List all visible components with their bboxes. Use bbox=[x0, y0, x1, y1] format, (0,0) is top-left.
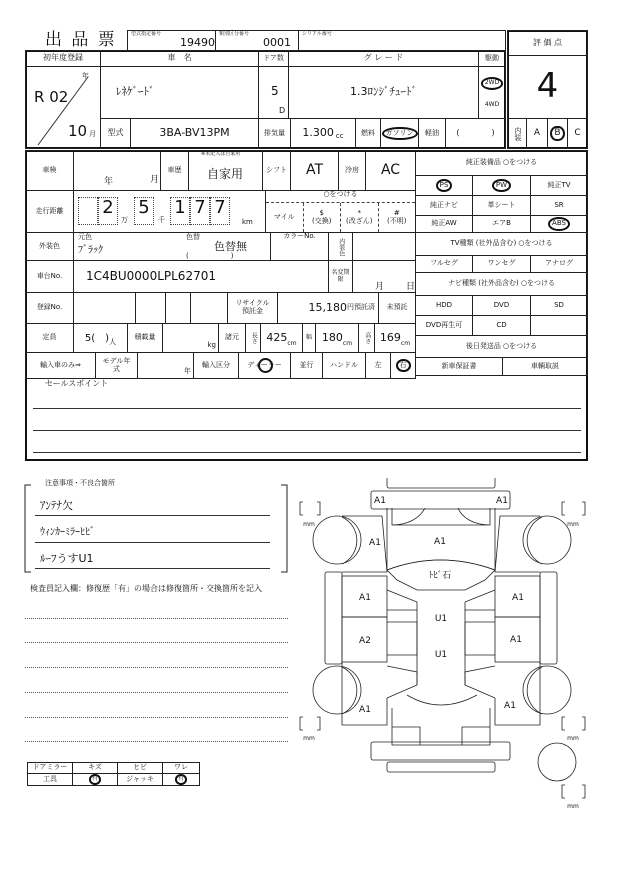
category-value: 0001 bbox=[263, 36, 291, 49]
broken-label: ワレ bbox=[162, 762, 200, 774]
grille bbox=[392, 508, 490, 525]
equip-ps bbox=[415, 175, 473, 196]
displacement-unit: cc bbox=[335, 131, 344, 140]
tv-title: TV種類 (社外品含む) ○をつける bbox=[415, 232, 588, 256]
door-mirror-label: ドアミラー bbox=[27, 762, 73, 774]
fuel-label: 燃料 bbox=[355, 118, 381, 149]
mark-mile-label: マイル bbox=[273, 212, 295, 221]
reg-box bbox=[73, 292, 136, 324]
inspector-line bbox=[25, 667, 288, 668]
reg-box bbox=[135, 292, 166, 324]
dealer-circle-mark bbox=[258, 358, 273, 373]
sales-line bbox=[33, 430, 581, 431]
spec-label: 諸元 bbox=[218, 323, 246, 353]
label-door-fr: A1 bbox=[512, 593, 524, 603]
mileage-digit bbox=[78, 197, 98, 225]
navi-sd: SD bbox=[530, 295, 588, 316]
ac-value: AC bbox=[365, 150, 416, 191]
mark-exchange bbox=[304, 203, 342, 232]
nc-month-unit: 月 bbox=[375, 282, 385, 292]
mileage-digit: 1 bbox=[170, 197, 190, 225]
capacity-unit: 人 bbox=[109, 338, 117, 347]
jack-present bbox=[162, 773, 200, 786]
model-designation-label: 型式指定番号 bbox=[131, 31, 162, 37]
year-unit: 年 bbox=[82, 72, 89, 80]
name-label: 車 名 bbox=[100, 50, 259, 67]
width-value: 180 bbox=[321, 330, 343, 344]
shift-label: シフト bbox=[262, 150, 291, 191]
drive-4wd: 4WD bbox=[484, 100, 500, 108]
sales-line bbox=[33, 408, 581, 409]
pillars bbox=[387, 590, 495, 698]
recycle-value: 15,180 bbox=[308, 300, 347, 314]
fender-front-right[interactable] bbox=[495, 516, 540, 572]
chassis-value: 1C4BU0000LPL62701 bbox=[73, 260, 329, 293]
wheel-front-right[interactable] bbox=[523, 516, 571, 564]
repaint-value: 色替無 bbox=[214, 240, 247, 253]
interior-grade-b-circled: B bbox=[550, 126, 564, 142]
import-type-label: 輸入区分 bbox=[193, 352, 239, 379]
month-unit: 月 bbox=[89, 130, 96, 138]
mm-unit: mm bbox=[303, 735, 315, 742]
navi-hdd: HDD bbox=[415, 295, 473, 316]
inspector-line bbox=[25, 717, 288, 718]
label-quarter-rr: A1 bbox=[504, 701, 516, 711]
tools-present-circled: 有 bbox=[89, 774, 101, 785]
nc-day-unit: 日 bbox=[406, 282, 416, 292]
label-door-rl: A2 bbox=[359, 636, 371, 646]
model-designation-box bbox=[127, 30, 216, 51]
later-manual: 車輌取説 bbox=[502, 357, 588, 376]
load-label: 積載量 bbox=[127, 323, 163, 353]
label-door-rr: A1 bbox=[510, 635, 522, 645]
width-cell bbox=[315, 323, 359, 353]
drive-2wd-circled: 2WD bbox=[481, 77, 503, 90]
model-year-unit: 年 bbox=[137, 352, 194, 379]
navi-cd: CD bbox=[472, 315, 531, 336]
jack-label: ジャッキ bbox=[117, 773, 163, 786]
front-plate bbox=[387, 478, 495, 488]
wheel-rear-left[interactable] bbox=[313, 666, 361, 714]
inspector-line bbox=[25, 692, 288, 693]
repaint-paren: ( ) bbox=[186, 252, 234, 260]
scratch-label: キズ bbox=[72, 762, 118, 774]
cm-unit: cm bbox=[400, 339, 411, 347]
wheel-front-left[interactable] bbox=[313, 516, 361, 564]
label-windshield: ﾄﾋﾞ石 bbox=[428, 571, 452, 581]
front-bumper[interactable] bbox=[371, 491, 510, 509]
capacity-value: 5( ) bbox=[84, 332, 110, 344]
equip-ps-circled: PS bbox=[436, 179, 453, 193]
label-fender-fl: A1 bbox=[369, 538, 381, 548]
mark-symbol: * bbox=[357, 208, 361, 217]
mark-symbol: # bbox=[393, 208, 400, 217]
repaint-label: 色替 bbox=[186, 233, 200, 241]
mm-unit: mm bbox=[567, 735, 579, 742]
equip-pw bbox=[472, 175, 531, 196]
history-value: 自家用 bbox=[207, 167, 244, 181]
tv-analog: アナログ bbox=[530, 255, 588, 273]
cm-unit: cm bbox=[342, 339, 353, 347]
handle-label: ハンドル bbox=[322, 352, 366, 379]
displacement-label: 排気量 bbox=[258, 118, 291, 149]
length-cell bbox=[260, 323, 303, 353]
interior-grade-b bbox=[547, 118, 568, 149]
import-dealer bbox=[238, 352, 291, 379]
model-year-label: モデル年式 bbox=[95, 352, 138, 379]
load-unit: kg bbox=[162, 323, 219, 353]
color-no-label: カラーNo. bbox=[270, 232, 329, 261]
label-bumper-front-right: A1 bbox=[496, 496, 508, 506]
mark-symbol: $ bbox=[319, 208, 324, 217]
equip-airbag: エアB bbox=[472, 215, 531, 233]
category-label: 類別区分番号 bbox=[219, 31, 250, 37]
height-cell bbox=[374, 323, 416, 353]
spare-wheel[interactable] bbox=[538, 743, 576, 781]
tv-oneseg: ワンセグ bbox=[472, 255, 531, 273]
capacity-cell bbox=[73, 323, 128, 353]
grade-value: 1.3ﾛﾝｼﾞﾁｭｰﾄﾞ bbox=[288, 66, 479, 119]
later-title: 後日発送品 ○をつける bbox=[415, 335, 588, 358]
rocker-right[interactable] bbox=[540, 572, 557, 664]
mark-tampered bbox=[341, 203, 379, 232]
handle-right bbox=[390, 352, 416, 379]
equip-sr: SR bbox=[530, 195, 588, 216]
import-label: 輸入車のみ⇒ bbox=[25, 352, 96, 379]
mileage-mark-cell bbox=[265, 190, 416, 233]
car-damage-diagram bbox=[290, 478, 600, 813]
mark-text: (交換) bbox=[312, 216, 332, 225]
label-quarter-rl: A1 bbox=[359, 705, 371, 715]
equip-leather: 革シート bbox=[472, 195, 531, 216]
grade-label: グ レ ー ド bbox=[288, 50, 479, 67]
interior-color-label: 内装色 bbox=[328, 232, 353, 261]
jack-present-circled: 有 bbox=[175, 774, 187, 785]
interior-grade-c: C bbox=[567, 118, 588, 149]
height-label: 高さ bbox=[358, 323, 375, 353]
car-name: ﾚﾈｹﾞｰﾄﾞ bbox=[100, 66, 259, 119]
name-change-date bbox=[352, 260, 416, 293]
mark-text: (不明) bbox=[387, 216, 407, 225]
mark-mile bbox=[266, 203, 304, 232]
displacement-value: 1.300 bbox=[302, 126, 334, 140]
rear-plate bbox=[387, 762, 495, 772]
equip-aw: 純正AW bbox=[415, 215, 473, 233]
fuel-gasoline bbox=[380, 118, 419, 149]
recycle-unpaid: 未預託 bbox=[378, 292, 416, 324]
history-note: ※未記入は自家用 bbox=[201, 151, 241, 157]
label-bumper-front-left: A1 bbox=[374, 496, 386, 506]
note-line bbox=[35, 568, 270, 569]
mark-unknown bbox=[379, 203, 416, 232]
sales-point-label: セールスポイント bbox=[45, 379, 109, 388]
ac-label: 冷房 bbox=[338, 150, 366, 191]
recycle-label: リサイクル預託金 bbox=[227, 292, 278, 324]
handle-right-circled: 右 bbox=[396, 359, 411, 373]
cm-unit: cm bbox=[287, 339, 297, 347]
equipment-title: 純正装備品 ○をつける bbox=[415, 150, 588, 176]
mileage-cell bbox=[73, 190, 266, 233]
tools-label: 工具 bbox=[27, 773, 73, 786]
mark-text: (改ざん) bbox=[346, 216, 373, 225]
note-line bbox=[35, 542, 270, 543]
history-label: 車歴 bbox=[160, 150, 189, 191]
orig-color-label: 元色 bbox=[78, 233, 92, 241]
navi-blank bbox=[530, 315, 588, 336]
mileage-digit: 2 bbox=[98, 197, 118, 225]
equip-tv: 純正TV bbox=[530, 175, 588, 196]
first-reg-year: R 02 bbox=[34, 88, 69, 106]
equip-pw-circled: PW bbox=[492, 179, 511, 193]
inspector-line bbox=[25, 741, 288, 742]
wheel-rear-right[interactable] bbox=[523, 666, 571, 714]
label-hood: A1 bbox=[434, 537, 446, 547]
trunk[interactable] bbox=[392, 708, 490, 745]
reg-label: 登録No. bbox=[25, 292, 74, 324]
score-label: 評 価 点 bbox=[507, 30, 588, 56]
sheet-title: 出 品 票 bbox=[45, 30, 117, 50]
inspection-year-unit: 年 bbox=[104, 177, 114, 187]
sen-unit: 千 bbox=[158, 216, 165, 224]
displacement-cell bbox=[290, 118, 356, 149]
length-label: 長さ bbox=[245, 323, 261, 353]
name-change-label: 名変期限 bbox=[328, 260, 353, 293]
mm-unit: mm bbox=[567, 803, 579, 810]
crack-label: ヒビ bbox=[117, 762, 163, 774]
mark-label: ○をつける bbox=[323, 190, 358, 198]
orig-color-value: ﾌﾞﾗｯｸ bbox=[78, 245, 103, 256]
score-value: 4 bbox=[507, 55, 588, 119]
color-label: 外装色 bbox=[25, 232, 74, 261]
label-door-fl: A1 bbox=[359, 593, 371, 603]
reg-box bbox=[165, 292, 191, 324]
navi-dvd: DVD bbox=[472, 295, 531, 316]
doors-cell bbox=[258, 66, 289, 119]
fuel-gasoline-circled: ガソリン bbox=[382, 127, 418, 141]
quarter-panels[interactable] bbox=[342, 662, 540, 725]
km-unit: km bbox=[242, 218, 253, 226]
inspection-month-unit: 月 bbox=[150, 175, 160, 185]
interior-grade-a: A bbox=[526, 118, 548, 149]
fuel-other: ( ) bbox=[445, 118, 506, 149]
doors-label: ドア数 bbox=[258, 50, 289, 67]
shift-value: AT bbox=[290, 150, 339, 191]
navi-dvd-playback: DVD再生可 bbox=[415, 315, 473, 336]
serial-label: シリアル番号 bbox=[302, 31, 332, 37]
mileage-digit: 7 bbox=[190, 197, 210, 225]
notes-title: 注意事項・不良合箇所 bbox=[45, 479, 115, 487]
model-designation-value: 19490 bbox=[180, 36, 215, 49]
reg-box bbox=[190, 292, 228, 324]
chassis-label: 車台No. bbox=[25, 260, 74, 293]
note-line bbox=[35, 515, 270, 516]
model-label: 型式 bbox=[100, 118, 131, 149]
drive-label: 駆動 bbox=[478, 50, 506, 67]
inspection-label: 車検 bbox=[25, 150, 74, 191]
label-roof-front: U1 bbox=[434, 614, 448, 624]
handle-left: 左 bbox=[365, 352, 391, 379]
mm-unit: mm bbox=[303, 521, 315, 528]
mileage-label: 走行距離 bbox=[25, 190, 74, 233]
length-value: 425 bbox=[266, 330, 288, 344]
sales-line bbox=[33, 452, 581, 453]
label-roof-rear: U1 bbox=[434, 650, 448, 660]
equip-navi: 純正ナビ bbox=[415, 195, 473, 216]
capacity-label: 定員 bbox=[25, 323, 74, 353]
recycle-status: 円預託済 bbox=[347, 303, 375, 312]
import-parallel: 並行 bbox=[290, 352, 323, 379]
dealer-label: ディーラー bbox=[247, 360, 282, 369]
mileage-digit: 5 bbox=[134, 197, 154, 225]
equip-abs-circled: ABS bbox=[548, 217, 570, 231]
first-reg-label: 初年度登録 bbox=[25, 50, 101, 67]
doors-value: 5 bbox=[271, 84, 279, 98]
history-cell bbox=[188, 150, 263, 191]
tv-fullseg: フルセグ bbox=[415, 255, 473, 273]
interior-color-value bbox=[352, 232, 416, 261]
first-reg-cell bbox=[25, 66, 101, 149]
navi-title: ナビ種類 (社外品含む) ○をつける bbox=[415, 272, 588, 296]
width-label: 幅 bbox=[302, 323, 316, 353]
drive-cell bbox=[478, 66, 506, 119]
mileage-digit: 7 bbox=[210, 197, 230, 225]
inspector-line bbox=[25, 642, 288, 643]
note-item: ﾙｰﾌうすU1 bbox=[40, 552, 94, 565]
later-warranty: 新車保証書 bbox=[415, 357, 503, 376]
tools-present bbox=[72, 773, 118, 786]
inspector-label: 検査員記入欄：修復歴「有」の場合は修復箇所・交換箇所を記入 bbox=[30, 584, 262, 593]
man-unit: 万 bbox=[121, 216, 128, 224]
inspector-line bbox=[25, 618, 288, 619]
model-value: 3BA-BV13PM bbox=[130, 118, 259, 149]
note-item: ｱﾝﾃﾅ欠 bbox=[40, 499, 73, 512]
height-value: 169 bbox=[379, 330, 401, 344]
category-box bbox=[215, 30, 299, 51]
mm-unit: mm bbox=[567, 521, 579, 528]
inspection-date bbox=[73, 150, 161, 191]
first-reg-month: 10 bbox=[68, 122, 88, 140]
serial-box bbox=[298, 30, 506, 51]
doors-unit: D bbox=[279, 106, 286, 115]
equip-abs bbox=[530, 215, 588, 233]
fuel-diesel: 軽油 bbox=[418, 118, 446, 149]
recycle-cell bbox=[277, 292, 379, 324]
interior-label: 内装 bbox=[507, 118, 527, 149]
rocker-left[interactable] bbox=[325, 572, 342, 664]
note-item: ｳｨﾝｶｰﾐﾗｰﾋﾋﾞ bbox=[40, 527, 95, 538]
color-cell bbox=[73, 232, 271, 261]
